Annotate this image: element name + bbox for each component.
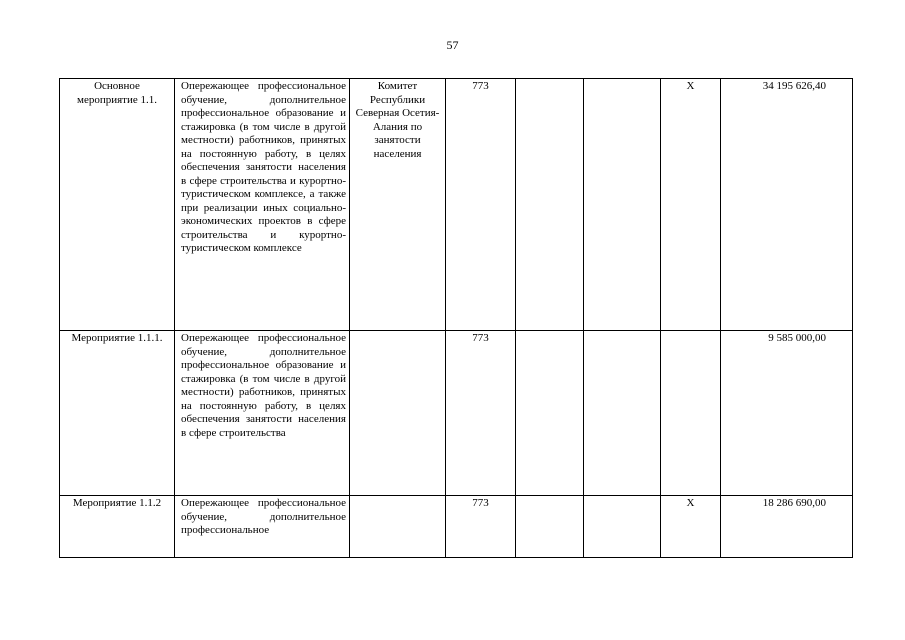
- activity-name-cell: Мероприятие 1.1.2: [60, 496, 175, 558]
- executor-cell: [350, 331, 446, 496]
- table-row: [60, 79, 853, 331]
- program-table: [59, 78, 853, 558]
- table-row: [60, 331, 853, 496]
- mark-cell: [661, 331, 721, 496]
- empty-cell: [516, 496, 584, 558]
- empty-cell: [584, 331, 661, 496]
- activity-name-cell: Мероприятие 1.1.1.: [60, 331, 175, 496]
- activity-description-cell: Опережающее профессиональное обучение, дополнительное профессиональное образование и стажировка (в том числе в другой местности) работников, принятых на постоянную работу, в целях обеспечения занятости населения в сфере строительства: [175, 331, 350, 496]
- executor-cell: Комитет Республики Северная Осетия-Алания по занятости населения: [350, 79, 446, 331]
- mark-cell: Х: [661, 79, 721, 331]
- empty-cell: [584, 496, 661, 558]
- empty-cell: [516, 331, 584, 496]
- code-cell: 773: [446, 331, 516, 496]
- amount-cell: 34 195 626,40: [721, 79, 853, 331]
- activity-name-cell: Основное мероприятие 1.1.: [60, 79, 175, 331]
- code-cell: 773: [446, 79, 516, 331]
- activity-description-cell: Опережающее профессиональное обучение, дополнительное профессиональное образование и стажировка (в том числе в другой местности) работников, принятых на постоянную работу, в целях обеспечения занятости населения в сфере строительства и курортно-туристическом комплексе, а также при реализации иных социально-экономических проектов в сфере строительства и курортно-туристическом комплексе: [175, 79, 350, 331]
- amount-cell: 9 585 000,00: [721, 331, 853, 496]
- activity-description-cell: Опережающее профессиональное обучение, дополнительное профессиональное: [175, 496, 350, 558]
- executor-cell: [350, 496, 446, 558]
- page-number: 57: [446, 38, 459, 52]
- amount-cell: 18 286 690,00: [721, 496, 853, 558]
- empty-cell: [584, 79, 661, 331]
- table-row: [60, 496, 853, 558]
- mark-cell: Х: [661, 496, 721, 558]
- empty-cell: [516, 79, 584, 331]
- code-cell: 773: [446, 496, 516, 558]
